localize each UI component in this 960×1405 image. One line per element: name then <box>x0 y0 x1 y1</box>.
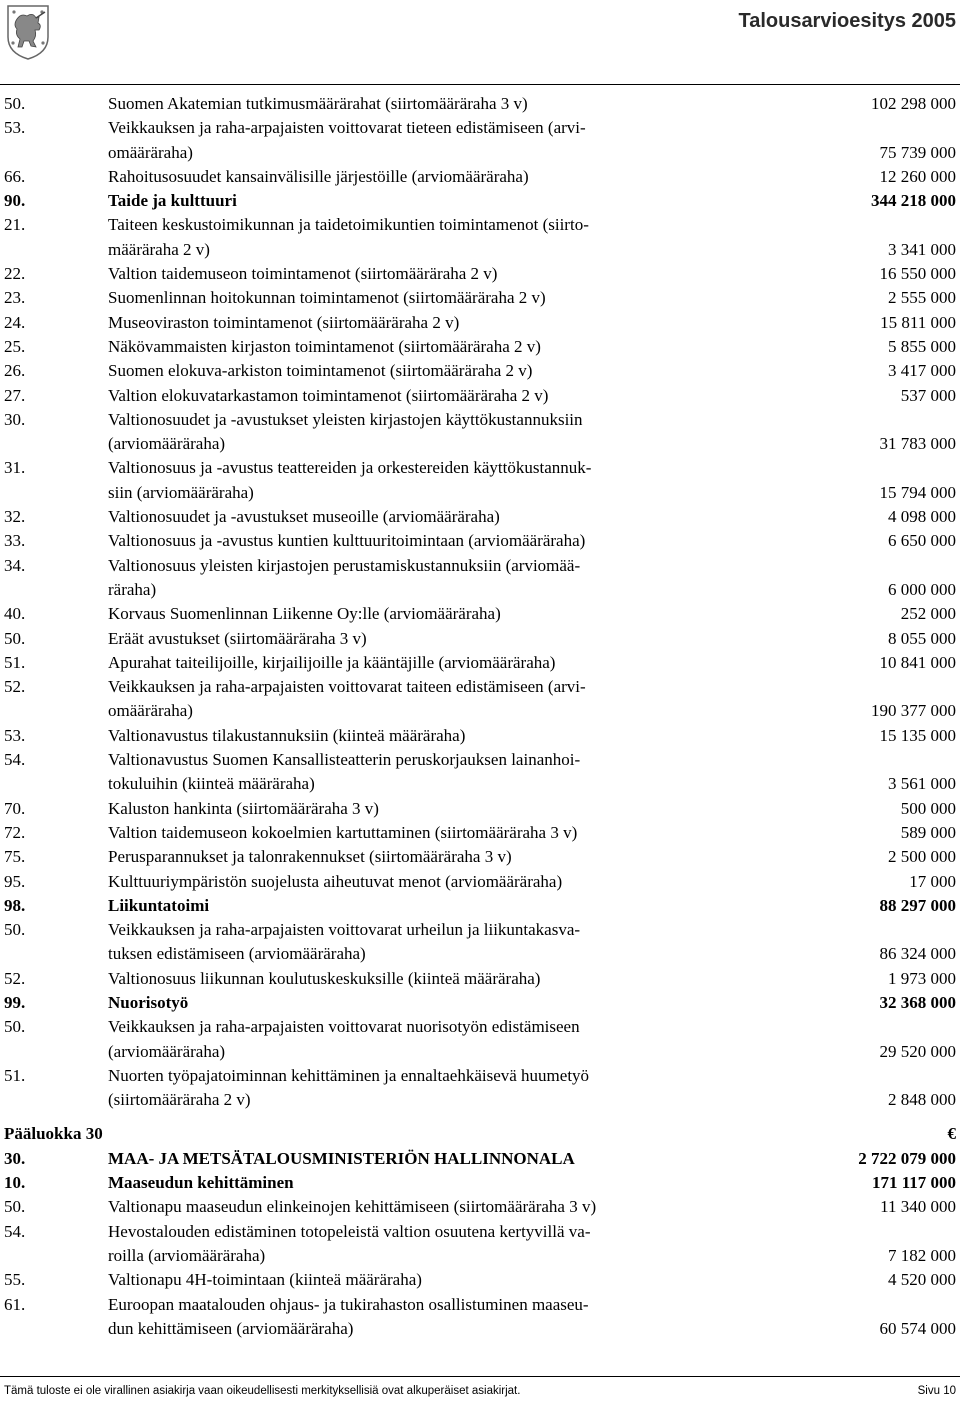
item-number: 27. <box>4 385 26 405</box>
item-amount: 4 520 000 <box>888 1270 956 1290</box>
item-number: 98. <box>4 895 26 915</box>
table-row <box>0 165 960 189</box>
item-amount: 500 000 <box>900 798 956 818</box>
item-amount: 171 117 000 <box>871 1173 956 1193</box>
table-row <box>0 894 960 918</box>
table-row <box>0 1220 960 1269</box>
item-amount: 29 520 000 <box>879 1041 956 1061</box>
budget-rows-section <box>0 1147 960 1341</box>
footer-divider <box>0 1376 960 1377</box>
item-amount: 102 298 000 <box>871 94 956 113</box>
item-amount: 86 324 000 <box>879 944 956 964</box>
table-row <box>0 554 960 603</box>
item-description: Näkövammaisten kirjaston toimintamenot (siirtomääräraha 2 v) <box>108 336 541 356</box>
item-number: 50. <box>4 628 26 648</box>
item-number: 31. <box>4 458 26 478</box>
item-amount: 60 574 000 <box>879 1318 956 1338</box>
table-row <box>0 675 960 724</box>
table-row <box>0 967 960 991</box>
item-amount: 75 739 000 <box>879 142 956 162</box>
table-row <box>0 1064 960 1113</box>
item-amount: 16 550 000 <box>879 264 956 284</box>
table-row <box>0 116 960 165</box>
table-row <box>0 408 960 457</box>
currency-symbol: € <box>947 1124 956 1144</box>
item-description: Suomen Akatemian tutkimusmäärärahat (siirtomääräraha 3 v) <box>108 94 528 113</box>
item-number: 50. <box>4 920 26 940</box>
item-description: Maaseudun kehittäminen <box>108 1173 294 1193</box>
item-number: 23. <box>4 288 26 308</box>
item-description: Suomenlinnan hoitokunnan toimintamenot (siirtomääräraha 2 v) <box>108 288 546 308</box>
table-row <box>0 384 960 408</box>
table-row <box>0 1268 960 1292</box>
item-description: Valtionosuus liikunnan koulutuskeskuksille (kiinteä määräraha) <box>108 968 541 988</box>
item-number: 70. <box>4 798 26 818</box>
item-amount: 344 218 000 <box>871 191 956 211</box>
item-description: Euroopan maatalouden ohjaus- ja tukirahaston osallistuminen maaseu- dun kehittämiseen (arviomääräraha) <box>108 1294 589 1338</box>
table-row <box>0 505 960 529</box>
item-number: 66. <box>4 166 26 186</box>
item-description: Hevostalouden edistäminen totopeleistä valtion osuutena kertyvillä va- roilla (arviomääräraha) <box>108 1221 591 1265</box>
table-row <box>0 870 960 894</box>
table-row <box>0 1147 960 1171</box>
item-amount: 7 182 000 <box>888 1245 956 1265</box>
item-amount: 32 368 000 <box>879 992 956 1012</box>
item-description: Perusparannukset ja talonrakennukset (siirtomääräraha 3 v) <box>108 847 512 867</box>
item-number: 30. <box>4 409 26 429</box>
item-amount: 6 650 000 <box>888 531 956 551</box>
page-number: Sivu 10 <box>917 1385 956 1397</box>
table-row <box>0 213 960 262</box>
item-amount: 3 341 000 <box>888 239 956 259</box>
finnish-lion-coat-of-arms-icon <box>5 3 51 61</box>
item-description: Veikkauksen ja raha-arpajaisten voittovarat tieteen edistämiseen (arvi- omääräraha) <box>108 118 586 162</box>
item-description: Valtionapu 4H-toimintaan (kiinteä määräraha) <box>108 1270 422 1290</box>
item-description: Valtion elokuvatarkastamon toimintamenot (siirtomääräraha 2 v) <box>108 385 549 405</box>
item-amount: 4 098 000 <box>888 507 956 527</box>
header-divider <box>0 84 960 85</box>
item-number: 25. <box>4 336 26 356</box>
budget-rows-main <box>0 92 960 1112</box>
item-description: Eräät avustukset (siirtomääräraha 3 v) <box>108 628 367 648</box>
table-row <box>0 1015 960 1064</box>
table-row <box>0 797 960 821</box>
item-number: 50. <box>4 1197 26 1217</box>
item-amount: 537 000 <box>900 385 956 405</box>
budget-table <box>0 92 960 1341</box>
document-title: Talousarvioesitys 2005 <box>738 10 956 32</box>
item-description: Taiteen keskustoimikunnan ja taidetoimikuntien toimintamenot (siirto- määräraha 2 v) <box>108 215 589 259</box>
table-row <box>0 311 960 335</box>
item-amount: 15 811 000 <box>880 312 956 332</box>
item-amount: 2 500 000 <box>888 847 956 867</box>
item-description: Liikuntatoimi <box>108 895 210 915</box>
item-amount: 6 000 000 <box>888 579 956 599</box>
item-number: 32. <box>4 507 26 527</box>
item-description: Valtionavustus tilakustannuksiin (kiinteä määräraha) <box>108 725 466 745</box>
item-number: 34. <box>4 555 26 575</box>
item-number: 53. <box>4 725 26 745</box>
table-row <box>0 724 960 748</box>
table-row <box>0 602 960 626</box>
item-number: 24. <box>4 312 26 332</box>
item-amount: 88 297 000 <box>879 895 956 915</box>
item-description: Valtionavustus Suomen Kansallisteatterin peruskorjauksen lainanhoi- tokuluihin (kiinteä määräraha) <box>108 750 581 794</box>
item-description: Nuorten työpajatoiminnan kehittäminen ja ennaltaehkäisevä huumetyö (siirtomääräraha 2 v) <box>108 1065 590 1110</box>
item-description: Valtion taidemuseon kokoelmien kartuttaminen (siirtomääräraha 3 v) <box>108 822 578 842</box>
item-description: Apurahat taiteilijoille, kirjailijoille ja kääntäjille (arviomääräraha) <box>108 652 556 672</box>
item-amount: 1 973 000 <box>888 968 956 988</box>
item-number: 52. <box>4 968 26 988</box>
table-row <box>0 651 960 675</box>
item-number: 51. <box>4 652 26 672</box>
item-description: Valtionosuudet ja -avustukset yleisten kirjastojen käyttökustannuksiin (arviomääräraha) <box>108 409 583 454</box>
item-number: 54. <box>4 1221 26 1241</box>
item-number: 26. <box>4 361 26 381</box>
table-row <box>0 359 960 383</box>
item-description: Valtionosuudet ja -avustukset museoille (arviomääräraha) <box>108 507 500 527</box>
item-number: 40. <box>4 604 26 624</box>
item-number: 75. <box>4 847 26 867</box>
item-description: Museoviraston toimintamenot (siirtomääräraha 2 v) <box>108 312 460 332</box>
table-row <box>0 189 960 213</box>
item-description: Valtionosuus ja -avustus teattereiden ja orkestereiden käyttökustannuk- siin (arviomääräraha) <box>108 458 592 502</box>
item-number: 21. <box>4 215 26 235</box>
page-header <box>0 0 960 82</box>
item-number: 52. <box>4 677 26 697</box>
item-amount: 3 561 000 <box>888 774 956 794</box>
item-description: Taide ja kulttuuri <box>108 191 237 211</box>
table-row <box>0 286 960 310</box>
item-amount: 2 848 000 <box>888 1090 956 1110</box>
item-number: 99. <box>4 992 26 1012</box>
table-row <box>0 92 960 116</box>
table-row <box>0 335 960 359</box>
item-amount: 17 000 <box>909 871 956 891</box>
item-number: 55. <box>4 1270 26 1290</box>
section-heading-label: Pääluokka 30 <box>4 1124 103 1144</box>
item-number: 51. <box>4 1065 26 1085</box>
table-row <box>0 1171 960 1195</box>
item-number: 30. <box>4 1148 26 1168</box>
item-description: Valtionapu maaseudun elinkeinojen kehittämiseen (siirtomääräraha 3 v) <box>108 1197 597 1217</box>
table-row <box>0 918 960 967</box>
item-description: Veikkauksen ja raha-arpajaisten voittovarat nuorisotyön edistämiseen (arviomääräraha) <box>108 1017 580 1061</box>
table-row <box>0 991 960 1015</box>
item-number: 50. <box>4 94 26 113</box>
item-description: Kulttuuriympäristön suojelusta aiheutuvat menot (arviomääräraha) <box>108 871 563 891</box>
item-number: 33. <box>4 531 26 551</box>
item-description: Korvaus Suomenlinnan Liikenne Oy:lle (arviomääräraha) <box>108 604 501 624</box>
item-number: 53. <box>4 118 26 138</box>
item-number: 61. <box>4 1294 26 1314</box>
item-amount: 2 555 000 <box>888 288 956 308</box>
table-row <box>0 262 960 286</box>
item-description: Valtion taidemuseon toimintamenot (siirtomääräraha 2 v) <box>108 264 498 284</box>
item-number: 54. <box>4 750 26 770</box>
item-amount: 8 055 000 <box>888 628 956 648</box>
table-row <box>0 1293 960 1342</box>
item-description: Nuorisotyö <box>108 992 189 1012</box>
item-description: MAA- JA METSÄTALOUSMINISTERIÖN HALLINNONALA <box>108 1148 575 1168</box>
item-amount: 11 340 000 <box>880 1197 956 1217</box>
footer-disclaimer: Tämä tuloste ei ole virallinen asiakirja vaan oikeudellisesti merkityksellisiä ovat alkuperäiset asiakirjat. <box>4 1385 521 1397</box>
item-description: Valtionosuus yleisten kirjastojen perustamiskustannuksiin (arviomää- räraha) <box>108 555 581 599</box>
table-row <box>0 1195 960 1219</box>
item-amount: 3 417 000 <box>888 361 956 381</box>
item-amount: 589 000 <box>900 822 956 842</box>
table-row <box>0 845 960 869</box>
item-amount: 190 377 000 <box>871 701 956 721</box>
table-row <box>0 821 960 845</box>
item-number: 22. <box>4 264 26 284</box>
item-amount: 252 000 <box>900 604 956 624</box>
item-number: 95. <box>4 871 26 891</box>
table-row <box>0 529 960 553</box>
item-amount: 10 841 000 <box>879 652 956 672</box>
item-amount: 12 260 000 <box>879 166 956 186</box>
item-amount: 15 794 000 <box>879 482 956 502</box>
item-description: Rahoitusosuudet kansainvälisille järjestöille (arviomääräraha) <box>108 166 529 186</box>
item-description: Veikkauksen ja raha-arpajaisten voittovarat urheilun ja liikuntakasva- tuksen edistämiseen (arviomääräraha) <box>108 920 581 964</box>
section-heading <box>0 1122 960 1146</box>
item-amount: 2 722 079 000 <box>858 1148 956 1168</box>
item-description: Veikkauksen ja raha-arpajaisten voittovarat taiteen edistämiseen (arvi- omääräraha) <box>108 677 586 721</box>
item-description: Valtionosuus ja -avustus kuntien kulttuuritoimintaan (arviomääräraha) <box>108 531 586 551</box>
table-row <box>0 456 960 505</box>
table-row <box>0 627 960 651</box>
item-number: 90. <box>4 191 26 211</box>
item-amount: 5 855 000 <box>888 336 956 356</box>
item-number: 50. <box>4 1017 26 1037</box>
item-number: 10. <box>4 1173 26 1193</box>
table-row <box>0 748 960 797</box>
item-description: Suomen elokuva-arkiston toimintamenot (siirtomääräraha 2 v) <box>108 361 533 381</box>
item-amount: 15 135 000 <box>879 725 956 745</box>
item-number: 72. <box>4 822 26 842</box>
item-description: Kaluston hankinta (siirtomääräraha 3 v) <box>108 798 379 818</box>
item-amount: 31 783 000 <box>879 434 956 454</box>
